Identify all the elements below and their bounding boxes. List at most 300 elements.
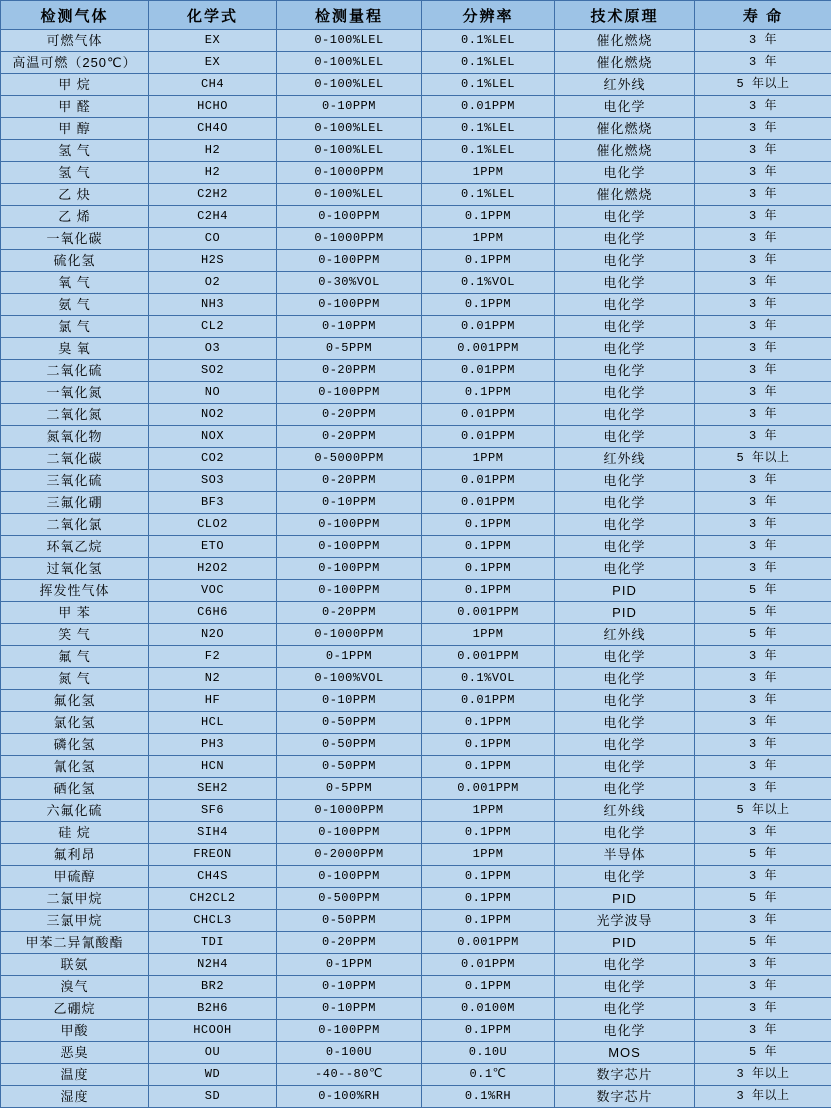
table-row [1,118,831,140]
cell-detection-range: 0-20PPM [277,932,422,954]
cell-lifetime: 5 年 [695,580,831,602]
cell-gas-name: 氟利昂 [1,844,149,866]
cell-resolution: 0.001PPM [422,932,555,954]
cell-technical-principle: PID [555,932,695,954]
table-row [1,536,831,558]
table-row [1,932,831,954]
cell-chemical-formula: SF6 [149,800,277,822]
cell-detection-range: 0-100%VOL [277,668,422,690]
cell-lifetime: 3 年 [695,712,831,734]
table-row [1,910,831,932]
table-row [1,998,831,1020]
cell-lifetime: 3 年 [695,206,831,228]
cell-lifetime: 3 年 [695,998,831,1020]
cell-technical-principle: 催化燃烧 [555,184,695,206]
cell-chemical-formula: CH4S [149,866,277,888]
table-row [1,624,831,646]
cell-resolution: 0.01PPM [422,316,555,338]
cell-gas-name: 二氧化氮 [1,404,149,426]
cell-chemical-formula: HCHO [149,96,277,118]
cell-resolution: 0.0100M [422,998,555,1020]
cell-chemical-formula: CL2 [149,316,277,338]
cell-technical-principle: 电化学 [555,162,695,184]
cell-chemical-formula: N2H4 [149,954,277,976]
table-row [1,470,831,492]
cell-resolution: 0.1%VOL [422,272,555,294]
cell-gas-name: 氯 气 [1,316,149,338]
cell-resolution: 0.1PPM [422,536,555,558]
table-row [1,690,831,712]
cell-chemical-formula: HCL [149,712,277,734]
cell-gas-name: 恶臭 [1,1042,149,1064]
cell-lifetime: 3 年 [695,514,831,536]
cell-technical-principle: 电化学 [555,712,695,734]
cell-chemical-formula: H2S [149,250,277,272]
cell-gas-name: 三氟化硼 [1,492,149,514]
cell-lifetime: 5 年以上 [695,74,831,96]
cell-lifetime: 5 年 [695,844,831,866]
cell-technical-principle: 红外线 [555,74,695,96]
table-row [1,30,831,52]
cell-resolution: 0.1PPM [422,580,555,602]
cell-lifetime: 3 年以上 [695,1086,831,1108]
cell-resolution: 0.1PPM [422,514,555,536]
cell-chemical-formula: SEH2 [149,778,277,800]
cell-gas-name: 磷化氢 [1,734,149,756]
cell-resolution: 0.1%LEL [422,184,555,206]
cell-technical-principle: 电化学 [555,338,695,360]
cell-resolution: 0.1PPM [422,822,555,844]
cell-resolution: 0.1%LEL [422,118,555,140]
column-header-lifetime: 寿 命 [695,1,831,30]
cell-resolution: 0.1PPM [422,294,555,316]
cell-detection-range: 0-500PPM [277,888,422,910]
cell-technical-principle: 数字芯片 [555,1064,695,1086]
cell-chemical-formula: ETO [149,536,277,558]
cell-resolution: 1PPM [422,448,555,470]
cell-chemical-formula: N2O [149,624,277,646]
cell-technical-principle: PID [555,888,695,910]
cell-resolution: 0.1%RH [422,1086,555,1108]
cell-lifetime: 3 年 [695,228,831,250]
cell-detection-range: 0-50PPM [277,734,422,756]
cell-detection-range: 0-100%LEL [277,118,422,140]
cell-chemical-formula: BF3 [149,492,277,514]
cell-detection-range: 0-10PPM [277,976,422,998]
table-row [1,492,831,514]
table-row [1,272,831,294]
cell-gas-name: 二氧化碳 [1,448,149,470]
cell-gas-name: 二氧化氯 [1,514,149,536]
cell-technical-principle: 电化学 [555,228,695,250]
cell-detection-range: 0-2000PPM [277,844,422,866]
cell-lifetime: 5 年 [695,932,831,954]
cell-lifetime: 3 年 [695,316,831,338]
cell-gas-name: 三氧化硫 [1,470,149,492]
cell-detection-range: 0-20PPM [277,360,422,382]
cell-lifetime: 3 年 [695,140,831,162]
cell-chemical-formula: EX [149,52,277,74]
cell-gas-name: 湿度 [1,1086,149,1108]
cell-technical-principle: PID [555,580,695,602]
cell-technical-principle: 催化燃烧 [555,140,695,162]
cell-resolution: 0.1%LEL [422,30,555,52]
cell-gas-name: 一氧化碳 [1,228,149,250]
cell-lifetime: 5 年 [695,624,831,646]
cell-detection-range: 0-100PPM [277,250,422,272]
cell-gas-name: 可燃气体 [1,30,149,52]
cell-technical-principle: 催化燃烧 [555,52,695,74]
cell-resolution: 0.1PPM [422,734,555,756]
cell-chemical-formula: SD [149,1086,277,1108]
cell-detection-range: 0-100PPM [277,558,422,580]
cell-detection-range: 0-100%LEL [277,140,422,162]
cell-detection-range: -40--80℃ [277,1064,422,1086]
table-row [1,602,831,624]
cell-lifetime: 3 年 [695,250,831,272]
cell-detection-range: 0-100PPM [277,206,422,228]
cell-resolution: 1PPM [422,162,555,184]
cell-detection-range: 0-20PPM [277,602,422,624]
cell-detection-range: 0-1000PPM [277,228,422,250]
cell-chemical-formula: BR2 [149,976,277,998]
cell-gas-name: 挥发性气体 [1,580,149,602]
table-row [1,162,831,184]
cell-technical-principle: 电化学 [555,778,695,800]
cell-resolution: 0.1PPM [422,976,555,998]
cell-chemical-formula: TDI [149,932,277,954]
table-row [1,382,831,404]
cell-technical-principle: 电化学 [555,316,695,338]
cell-lifetime: 3 年以上 [695,1064,831,1086]
cell-gas-name: 氟化氢 [1,690,149,712]
cell-gas-name: 氟 气 [1,646,149,668]
table-row [1,1020,831,1042]
cell-technical-principle: 催化燃烧 [555,30,695,52]
cell-chemical-formula: HF [149,690,277,712]
cell-technical-principle: 电化学 [555,96,695,118]
cell-resolution: 0.1PPM [422,250,555,272]
table-row [1,734,831,756]
cell-technical-principle: 电化学 [555,998,695,1020]
cell-chemical-formula: SO3 [149,470,277,492]
cell-chemical-formula: CH4O [149,118,277,140]
column-header-resolution: 分辨率 [422,1,555,30]
cell-gas-name: 溴气 [1,976,149,998]
table-row [1,448,831,470]
cell-gas-name: 联氨 [1,954,149,976]
cell-technical-principle: 数字芯片 [555,1086,695,1108]
cell-lifetime: 3 年 [695,492,831,514]
cell-chemical-formula: CH4 [149,74,277,96]
cell-resolution: 0.01PPM [422,404,555,426]
cell-technical-principle: 电化学 [555,272,695,294]
cell-lifetime: 3 年 [695,822,831,844]
cell-detection-range: 0-50PPM [277,910,422,932]
cell-resolution: 0.1PPM [422,382,555,404]
cell-lifetime: 3 年 [695,96,831,118]
cell-chemical-formula: SO2 [149,360,277,382]
cell-gas-name: 二氧化硫 [1,360,149,382]
cell-resolution: 0.1%VOL [422,668,555,690]
cell-lifetime: 3 年 [695,272,831,294]
table-row [1,756,831,778]
cell-chemical-formula: VOC [149,580,277,602]
column-header-formula: 化学式 [149,1,277,30]
cell-gas-name: 乙 炔 [1,184,149,206]
cell-technical-principle: 电化学 [555,1020,695,1042]
cell-chemical-formula: FREON [149,844,277,866]
cell-resolution: 1PPM [422,800,555,822]
cell-gas-name: 乙硼烷 [1,998,149,1020]
cell-chemical-formula: B2H6 [149,998,277,1020]
table-header [1,1,831,30]
table-row [1,778,831,800]
cell-resolution: 1PPM [422,228,555,250]
cell-gas-name: 三氯甲烷 [1,910,149,932]
cell-resolution: 0.001PPM [422,338,555,360]
cell-technical-principle: 电化学 [555,756,695,778]
cell-gas-name: 硫化氢 [1,250,149,272]
table-row [1,668,831,690]
cell-technical-principle: 电化学 [555,382,695,404]
cell-detection-range: 0-100PPM [277,294,422,316]
cell-gas-name: 温度 [1,1064,149,1086]
cell-technical-principle: 电化学 [555,822,695,844]
cell-chemical-formula: SIH4 [149,822,277,844]
cell-gas-name: 氢 气 [1,140,149,162]
cell-gas-name: 氮氧化物 [1,426,149,448]
table-row [1,866,831,888]
cell-detection-range: 0-100PPM [277,382,422,404]
table-row [1,316,831,338]
column-header-range: 检测量程 [277,1,422,30]
cell-gas-name: 甲 醛 [1,96,149,118]
cell-detection-range: 0-100PPM [277,514,422,536]
cell-detection-range: 0-30%VOL [277,272,422,294]
cell-detection-range: 0-1PPM [277,646,422,668]
cell-lifetime: 5 年 [695,888,831,910]
cell-detection-range: 0-10PPM [277,998,422,1020]
table-row [1,822,831,844]
cell-resolution: 0.1PPM [422,712,555,734]
cell-technical-principle: 红外线 [555,448,695,470]
cell-detection-range: 0-100U [277,1042,422,1064]
cell-technical-principle: 红外线 [555,624,695,646]
cell-technical-principle: 电化学 [555,866,695,888]
cell-technical-principle: 红外线 [555,800,695,822]
cell-lifetime: 3 年 [695,294,831,316]
cell-gas-name: 甲酸 [1,1020,149,1042]
cell-resolution: 0.1%LEL [422,52,555,74]
cell-resolution: 0.01PPM [422,492,555,514]
cell-resolution: 0.1PPM [422,558,555,580]
table-row [1,250,831,272]
cell-technical-principle: 电化学 [555,734,695,756]
cell-detection-range: 0-100%RH [277,1086,422,1108]
cell-lifetime: 3 年 [695,954,831,976]
table-row [1,294,831,316]
table-row [1,712,831,734]
cell-detection-range: 0-1000PPM [277,800,422,822]
cell-gas-name: 二氯甲烷 [1,888,149,910]
cell-chemical-formula: N2 [149,668,277,690]
table-row [1,844,831,866]
cell-gas-name: 甲硫醇 [1,866,149,888]
cell-resolution: 0.1PPM [422,910,555,932]
cell-lifetime: 5 年以上 [695,800,831,822]
cell-gas-name: 笑 气 [1,624,149,646]
cell-chemical-formula: H2O2 [149,558,277,580]
cell-gas-name: 氯化氢 [1,712,149,734]
cell-technical-principle: 电化学 [555,954,695,976]
cell-detection-range: 0-5000PPM [277,448,422,470]
cell-detection-range: 0-50PPM [277,756,422,778]
cell-resolution: 0.1PPM [422,1020,555,1042]
cell-gas-name: 氮 气 [1,668,149,690]
cell-technical-principle: 电化学 [555,206,695,228]
cell-resolution: 0.01PPM [422,360,555,382]
cell-technical-principle: MOS [555,1042,695,1064]
cell-chemical-formula: F2 [149,646,277,668]
cell-detection-range: 0-100%LEL [277,30,422,52]
cell-lifetime: 3 年 [695,976,831,998]
cell-chemical-formula: NO [149,382,277,404]
cell-technical-principle: 电化学 [555,404,695,426]
cell-gas-name: 甲 苯 [1,602,149,624]
cell-gas-name: 硅 烷 [1,822,149,844]
cell-detection-range: 0-10PPM [277,316,422,338]
table-row [1,514,831,536]
cell-lifetime: 3 年 [695,734,831,756]
cell-technical-principle: 电化学 [555,470,695,492]
cell-chemical-formula: CO2 [149,448,277,470]
cell-detection-range: 0-100%LEL [277,74,422,96]
cell-lifetime: 3 年 [695,668,831,690]
cell-technical-principle: 光学波导 [555,910,695,932]
cell-resolution: 0.01PPM [422,690,555,712]
table-row [1,404,831,426]
cell-lifetime: 5 年 [695,1042,831,1064]
cell-chemical-formula: HCOOH [149,1020,277,1042]
cell-chemical-formula: CH2CL2 [149,888,277,910]
cell-resolution: 0.1PPM [422,206,555,228]
table-row [1,426,831,448]
cell-gas-name: 环氧乙烷 [1,536,149,558]
cell-technical-principle: 电化学 [555,690,695,712]
cell-gas-name: 六氟化硫 [1,800,149,822]
cell-technical-principle: 电化学 [555,514,695,536]
cell-technical-principle: 半导体 [555,844,695,866]
cell-gas-name: 过氧化氢 [1,558,149,580]
cell-lifetime: 3 年 [695,646,831,668]
cell-chemical-formula: PH3 [149,734,277,756]
cell-resolution: 0.1%LEL [422,140,555,162]
cell-resolution: 0.1℃ [422,1064,555,1086]
table-row [1,1086,831,1108]
cell-detection-range: 0-10PPM [277,492,422,514]
cell-chemical-formula: OU [149,1042,277,1064]
cell-gas-name: 氢 气 [1,162,149,184]
table-row [1,338,831,360]
cell-technical-principle: PID [555,602,695,624]
cell-chemical-formula: WD [149,1064,277,1086]
cell-chemical-formula: EX [149,30,277,52]
table-row [1,184,831,206]
cell-resolution: 0.10U [422,1042,555,1064]
cell-detection-range: 0-20PPM [277,426,422,448]
table-body [1,30,831,1108]
table-row [1,1042,831,1064]
column-header-principle: 技术原理 [555,1,695,30]
cell-chemical-formula: O2 [149,272,277,294]
cell-technical-principle: 电化学 [555,294,695,316]
cell-detection-range: 0-20PPM [277,404,422,426]
cell-gas-name: 高温可燃（250℃） [1,52,149,74]
cell-lifetime: 3 年 [695,426,831,448]
cell-lifetime: 3 年 [695,118,831,140]
cell-detection-range: 0-100%LEL [277,184,422,206]
cell-lifetime: 3 年 [695,338,831,360]
cell-technical-principle: 电化学 [555,976,695,998]
cell-lifetime: 5 年 [695,602,831,624]
cell-detection-range: 0-100%LEL [277,52,422,74]
cell-lifetime: 5 年以上 [695,448,831,470]
cell-resolution: 0.01PPM [422,426,555,448]
cell-chemical-formula: C2H4 [149,206,277,228]
cell-detection-range: 0-5PPM [277,338,422,360]
table-row [1,360,831,382]
table-row [1,580,831,602]
cell-gas-name: 一氧化氮 [1,382,149,404]
cell-lifetime: 3 年 [695,1020,831,1042]
cell-lifetime: 3 年 [695,162,831,184]
cell-lifetime: 3 年 [695,30,831,52]
cell-gas-name: 氰化氢 [1,756,149,778]
cell-resolution: 0.01PPM [422,954,555,976]
cell-detection-range: 0-1PPM [277,954,422,976]
cell-detection-range: 0-20PPM [277,470,422,492]
cell-resolution: 0.1PPM [422,888,555,910]
table-row [1,140,831,162]
cell-lifetime: 3 年 [695,52,831,74]
cell-detection-range: 0-100PPM [277,866,422,888]
cell-resolution: 0.01PPM [422,470,555,492]
cell-detection-range: 0-100PPM [277,822,422,844]
table-row [1,52,831,74]
cell-technical-principle: 电化学 [555,360,695,382]
cell-resolution: 0.001PPM [422,778,555,800]
cell-detection-range: 0-100PPM [277,1020,422,1042]
cell-detection-range: 0-100PPM [277,536,422,558]
cell-gas-name: 氨 气 [1,294,149,316]
cell-detection-range: 0-10PPM [277,690,422,712]
column-header-gas: 检测气体 [1,1,149,30]
cell-technical-principle: 催化燃烧 [555,118,695,140]
cell-detection-range: 0-1000PPM [277,624,422,646]
cell-gas-name: 甲苯二异氰酸酯 [1,932,149,954]
cell-lifetime: 3 年 [695,536,831,558]
cell-resolution: 1PPM [422,844,555,866]
cell-chemical-formula: NO2 [149,404,277,426]
cell-lifetime: 3 年 [695,866,831,888]
cell-detection-range: 0-100PPM [277,580,422,602]
cell-technical-principle: 电化学 [555,426,695,448]
table-row [1,976,831,998]
table-row [1,800,831,822]
cell-lifetime: 3 年 [695,756,831,778]
cell-resolution: 0.1%LEL [422,74,555,96]
